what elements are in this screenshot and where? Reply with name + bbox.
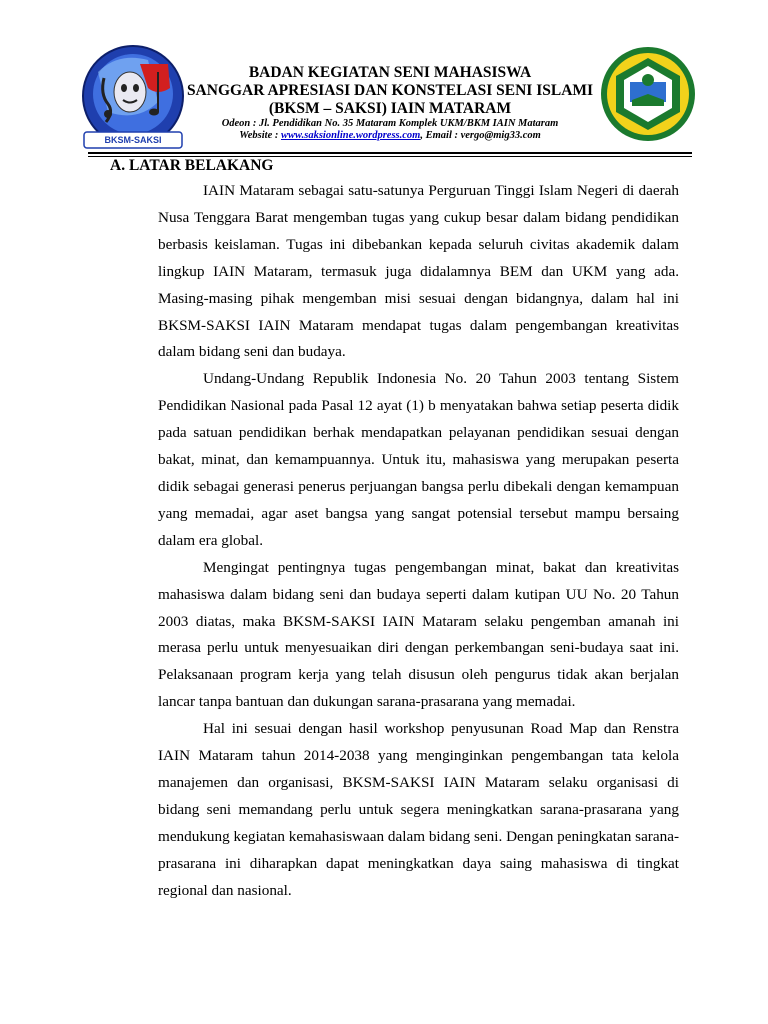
website-label: Website : (239, 130, 279, 141)
website-link[interactable]: www.saksionline.wordpress.com (281, 130, 421, 141)
email-text: , Email : vergo@mig33.com (420, 130, 541, 141)
logo-left-label: BKSM-SAKSI (104, 135, 162, 145)
org-name-line2: SANGGAR APRESIASI DAN KONSTELASI SENI ISLAMI (186, 82, 594, 99)
section-heading: A. LATAR BELAKANG (110, 157, 274, 174)
paragraph: Mengingat pentingnya tugas pengembangan minat, bakat dan kreativitas mahasiswa dalam bidang seni dan budaya seperti dalam kutipan UU No. 20 Tahun 2003 diatas, maka BKSM-SAKSI IAIN Mataram selaku pengemban amanah ini merasa perlu untuk menyesuaikan diri dengan perkembangan seni-budaya saat ini. Pelaksanaan program kerja yang telah disusun oleh pengurus tidak akan berjalan lancar tanpa bantuan dan dukungan sarana-prasarana yang memadai. (158, 558, 679, 711)
body-text (158, 178, 679, 904)
paragraph: Undang-Undang Republik Indonesia No. 20 Tahun 2003 tentang Sistem Pendidikan Nasional pada Pasal 12 ayat (1) b menyatakan bahwa setiap peserta didik pada satuan pendidikan berhak mendapatkan pelayanan pendidikan sesuai dengan bakat, minat, dan kemampuannya. Untuk itu, mahasiswa yang merupakan peserta didik sebagai generasi penerus perjuangan bangsa perlu dibekali dengan kemampuan yang memadai, agar aset bangsa yang sangat potensial tersebut mampu bersaing dalam era global. (158, 370, 679, 549)
org-name-line1: BADAN KEGIATAN SENI MAHASISWA (248, 64, 532, 81)
bksm-saksi-logo (78, 42, 188, 154)
iain-mataram-logo (598, 44, 698, 144)
contact-line (180, 130, 600, 142)
paragraph: IAIN Mataram sebagai satu-satunya Perguruan Tinggi Islam Negeri di daerah Nusa Tenggara Barat mengemban tugas yang cukup besar dalam bidang pendidikan berbasis keislaman. Tugas ini dibebankan kepada seluruh civitas akademik dalam lingkup IAIN Mataram, termasuk juga didalamnya BEM dan UKM yang ada. Masing-masing pihak mengemban misi sesuai dengan bidangnya, dalam hal ini BKSM-SAKSI IAIN Mataram mendapat tugas dalam pengembangan kreativitas dalam bidang seni dan budaya. (158, 182, 679, 361)
header-rule-thick (88, 152, 692, 154)
letterhead (180, 64, 600, 142)
org-name-line3: (BKSM – SAKSI) IAIN MATARAM (268, 100, 512, 117)
paragraph: Hal ini sesuai dengan hasil workshop penyusunan Road Map dan Renstra IAIN Mataram tahun 2014-2038 yang menginginkan pengembangan tata kelola manajemen dan organisasi, BKSM-SAKSI IAIN Mataram selaku organisasi di bidang seni memandang perlu untuk segera meningkatkan sarana-prasarana yang mendukung kegiatan kemahasiswaan dalam bidang seni. Dengan peningkatan sarana-prasarana ini diharapkan dapat meningkatkan daya saing mahasiswa di tingkat regional dan nasional. (158, 720, 679, 899)
address-line: Odeon : Jl. Pendidikan No. 35 Mataram Komplek UKM/BKM IAIN Mataram (221, 118, 559, 129)
